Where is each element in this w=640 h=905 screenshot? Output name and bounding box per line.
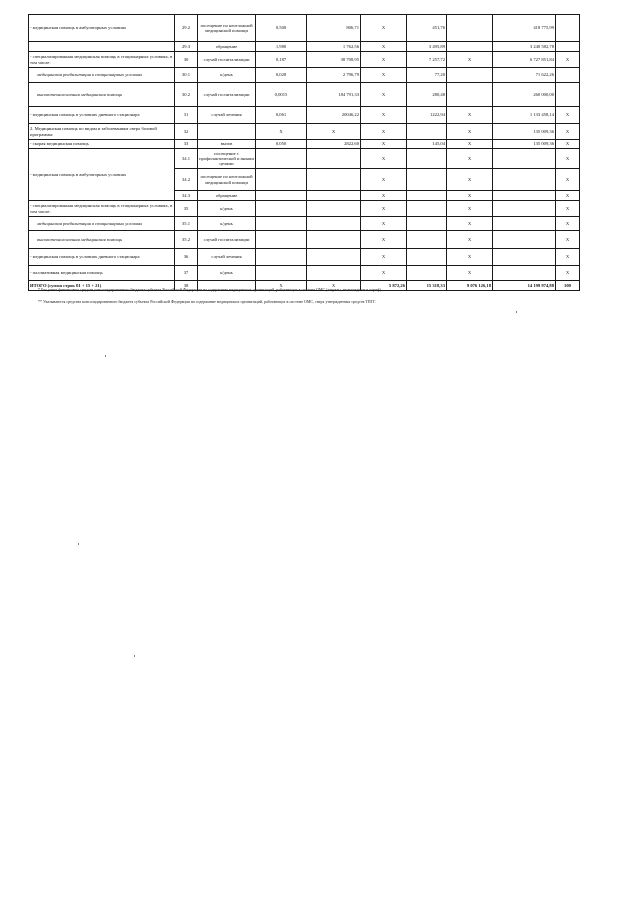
row-number: 35.2 bbox=[175, 231, 198, 249]
row-share: X bbox=[556, 201, 580, 217]
row-unit bbox=[198, 124, 256, 140]
row-total-oms: 1 133 458,14 bbox=[493, 107, 556, 124]
row-cost: 2 796,79 bbox=[307, 68, 361, 83]
row-name: - медицинская помощь в условиях дневного стационара bbox=[29, 107, 175, 124]
row-total-budget: X bbox=[447, 266, 493, 281]
row-number: 31 bbox=[175, 107, 198, 124]
row-share bbox=[556, 15, 580, 42]
row-number: 36 bbox=[175, 249, 198, 266]
row-share: X bbox=[556, 191, 580, 201]
row-percapita-budget: X bbox=[361, 140, 407, 149]
row-percapita-budget: X bbox=[361, 217, 407, 231]
row-cost: X bbox=[307, 124, 361, 140]
row-cost: X bbox=[307, 281, 361, 291]
row-name: высокотехнологичная медицинская помощь bbox=[29, 83, 175, 107]
table-row bbox=[29, 52, 580, 68]
row-percapita-oms: 15 318,33 bbox=[407, 281, 447, 291]
row-total-oms: 135 009,36 bbox=[493, 124, 556, 140]
row-number: 29.3 bbox=[175, 42, 198, 52]
row-unit: вызов bbox=[198, 140, 256, 149]
row-number: 33 bbox=[175, 140, 198, 149]
row-name: - специализированная медицинская помощь в стационарных условиях, в том числе: bbox=[29, 52, 175, 68]
row-cost bbox=[307, 217, 361, 231]
row-share: X bbox=[556, 52, 580, 68]
row-share: X bbox=[556, 169, 580, 191]
row-number: 32 bbox=[175, 124, 198, 140]
row-total-oms: 418 775,99 bbox=[493, 15, 556, 42]
row-unit: случай лечения bbox=[198, 249, 256, 266]
row-volume bbox=[256, 191, 307, 201]
row-total-budget bbox=[447, 83, 493, 107]
row-total-budget: X bbox=[447, 107, 493, 124]
row-number: 30.1 bbox=[175, 68, 198, 83]
row-percapita-oms: 3 495,89 bbox=[407, 42, 447, 52]
row-unit: случай госпитализации bbox=[198, 231, 256, 249]
row-name: 2. Медицинская помощь по видам и заболеваниям сверх базовой программы: bbox=[29, 124, 175, 140]
row-share: 100 bbox=[556, 281, 580, 291]
row-total-oms bbox=[493, 231, 556, 249]
row-share: X bbox=[556, 149, 580, 169]
row-total-budget: 9 076 126,18 bbox=[447, 281, 493, 291]
row-total-budget: X bbox=[447, 149, 493, 169]
row-total-budget: X bbox=[447, 249, 493, 266]
row-unit: к/день bbox=[198, 201, 256, 217]
row-number: 34.1 bbox=[175, 149, 198, 169]
row-unit: посещение с профилактической и иными целями bbox=[198, 149, 256, 169]
row-cost bbox=[307, 201, 361, 217]
row-number: 37 bbox=[175, 266, 198, 281]
row-percapita-oms bbox=[407, 249, 447, 266]
table-row bbox=[29, 149, 580, 169]
scan-speck bbox=[134, 655, 135, 657]
row-volume: 1,980 bbox=[256, 42, 307, 52]
row-percapita-budget: X bbox=[361, 52, 407, 68]
footnote-1: * Без учета финансовых средств консолидированного бюджета субъекта Российской Федерации на содержание медицинских организаций, работающих в системе ОМС (затраты, не вошедшие в тариф). bbox=[38, 287, 382, 292]
row-total-oms: 260 000,00 bbox=[493, 83, 556, 107]
row-volume: 0,187 bbox=[256, 52, 307, 68]
row-total-oms bbox=[493, 201, 556, 217]
row-percapita-budget: X bbox=[361, 191, 407, 201]
row-name: - специализированная медицинская помощь в стационарных условиях, в том числе: bbox=[29, 201, 175, 217]
row-percapita-oms: 451,76 bbox=[407, 15, 447, 42]
row-percapita-budget: X bbox=[361, 169, 407, 191]
table-row bbox=[29, 231, 580, 249]
row-percapita-oms: 145,04 bbox=[407, 140, 447, 149]
row-cost: 1 762,56 bbox=[307, 42, 361, 52]
row-cost: 184 791,33 bbox=[307, 83, 361, 107]
table-row bbox=[29, 124, 580, 140]
row-share: X bbox=[556, 107, 580, 124]
row-unit: к/день bbox=[198, 68, 256, 83]
program-table-sheet bbox=[28, 14, 571, 291]
row-percapita-budget: X bbox=[361, 249, 407, 266]
row-number: 35.1 bbox=[175, 217, 198, 231]
row-share: X bbox=[556, 140, 580, 149]
row-volume: 0,0015 bbox=[256, 83, 307, 107]
table-row bbox=[29, 140, 580, 149]
table-row bbox=[29, 83, 580, 107]
table-row bbox=[29, 249, 580, 266]
row-cost: 20046,22 bbox=[307, 107, 361, 124]
row-percapita-oms: 7 257,72 bbox=[407, 52, 447, 68]
table-row bbox=[29, 15, 580, 42]
row-share: X bbox=[556, 266, 580, 281]
row-cost bbox=[307, 231, 361, 249]
row-number: 34.2 bbox=[175, 169, 198, 191]
row-total-budget: X bbox=[447, 52, 493, 68]
footnote-2: ** Указываются средства консолидированного бюджета субъекта Российской Федерации на содержание медицинских организаций, работающих в системе ОМС, сверх утвержденных средств ТПГГ. bbox=[38, 299, 376, 304]
row-volume: 0,050 bbox=[256, 140, 307, 149]
row-total-oms: 3 240 582,78 bbox=[493, 42, 556, 52]
row-unit: обращение bbox=[198, 42, 256, 52]
row-share bbox=[556, 42, 580, 52]
row-volume bbox=[256, 217, 307, 231]
row-percapita-oms: 280,48 bbox=[407, 83, 447, 107]
row-total-budget: X bbox=[447, 140, 493, 149]
scan-speck bbox=[516, 311, 517, 313]
row-total-oms bbox=[493, 249, 556, 266]
row-share bbox=[556, 83, 580, 107]
row-volume: X bbox=[256, 124, 307, 140]
row-cost: 38 708,95 bbox=[307, 52, 361, 68]
row-cost: 806,71 bbox=[307, 15, 361, 42]
row-share: X bbox=[556, 124, 580, 140]
row-percapita-oms bbox=[407, 169, 447, 191]
row-share bbox=[556, 68, 580, 83]
row-number: 35 bbox=[175, 201, 198, 217]
scan-speck bbox=[105, 355, 106, 357]
row-share: X bbox=[556, 217, 580, 231]
row-volume bbox=[256, 266, 307, 281]
row-total-oms bbox=[493, 191, 556, 201]
row-cost bbox=[307, 169, 361, 191]
row-name: - паллиативная медицинская помощь bbox=[29, 266, 175, 281]
row-name: - медицинская помощь в амбулаторных условиях bbox=[29, 15, 175, 42]
row-percapita-oms bbox=[407, 266, 447, 281]
row-percapita-budget: X bbox=[361, 201, 407, 217]
row-percapita-budget: X bbox=[361, 266, 407, 281]
row-cost bbox=[307, 191, 361, 201]
row-percapita-oms bbox=[407, 191, 447, 201]
row-total-budget: X bbox=[447, 201, 493, 217]
row-total-budget bbox=[447, 15, 493, 42]
row-percapita-oms bbox=[407, 124, 447, 140]
table-row bbox=[29, 201, 580, 217]
row-total-oms: 6 727 851,84 bbox=[493, 52, 556, 68]
row-total-oms: 14 199 974,88 bbox=[493, 281, 556, 291]
row-percapita-budget: X bbox=[361, 231, 407, 249]
row-total-budget: X bbox=[447, 169, 493, 191]
row-name: - медицинская помощь в условиях дневного стационара bbox=[29, 249, 175, 266]
financing-table bbox=[28, 14, 580, 291]
row-total-budget: X bbox=[447, 191, 493, 201]
row-total-budget: X bbox=[447, 124, 493, 140]
row-name: высокотехнологичная медицинская помощь bbox=[29, 231, 175, 249]
row-share: X bbox=[556, 249, 580, 266]
row-percapita-budget: X bbox=[361, 149, 407, 169]
row-cost: 2822,60 bbox=[307, 140, 361, 149]
row-volume: 0,028 bbox=[256, 68, 307, 83]
row-share: X bbox=[556, 231, 580, 249]
row-percapita-budget: X bbox=[361, 83, 407, 107]
row-unit: к/день bbox=[198, 266, 256, 281]
row-name: медицинская реабилитация в стационарных условиях bbox=[29, 68, 175, 83]
row-percapita-oms bbox=[407, 201, 447, 217]
row-percapita-budget: X bbox=[361, 107, 407, 124]
row-volume: X bbox=[256, 281, 307, 291]
row-volume bbox=[256, 169, 307, 191]
row-percapita-oms: 77,20 bbox=[407, 68, 447, 83]
row-unit: случай лечения bbox=[198, 107, 256, 124]
row-total-budget bbox=[447, 42, 493, 52]
row-total-oms bbox=[493, 169, 556, 191]
row-name: - медицинская помощь в амбулаторных условиях bbox=[29, 149, 175, 201]
row-percapita-oms bbox=[407, 231, 447, 249]
row-volume bbox=[256, 231, 307, 249]
row-name: медицинская реабилитация в стационарных условиях bbox=[29, 217, 175, 231]
row-name: ИТОГО (сумма строк 01 + 15 + 21) bbox=[29, 281, 175, 291]
row-total-budget: X bbox=[447, 231, 493, 249]
row-unit: случай госпитализации bbox=[198, 83, 256, 107]
row-percapita-budget: X bbox=[361, 124, 407, 140]
row-number: 38 bbox=[175, 281, 198, 291]
scan-speck bbox=[78, 543, 79, 545]
row-volume: 0,500 bbox=[256, 15, 307, 42]
row-total-oms: 71 622,26 bbox=[493, 68, 556, 83]
row-percapita-budget: X bbox=[361, 42, 407, 52]
row-percapita-budget: 5 872,26 bbox=[361, 281, 407, 291]
row-cost bbox=[307, 149, 361, 169]
row-cost bbox=[307, 249, 361, 266]
row-unit: обращение bbox=[198, 191, 256, 201]
row-percapita-oms bbox=[407, 149, 447, 169]
row-volume bbox=[256, 149, 307, 169]
row-percapita-budget: X bbox=[361, 68, 407, 83]
table-row bbox=[29, 42, 580, 52]
row-name: - скорая медицинская помощь bbox=[29, 140, 175, 149]
row-unit: случай госпитализации bbox=[198, 52, 256, 68]
row-number: 29.2 bbox=[175, 15, 198, 42]
row-cost bbox=[307, 266, 361, 281]
table-row bbox=[29, 266, 580, 281]
row-percapita-oms: 1222,94 bbox=[407, 107, 447, 124]
row-percapita-budget: X bbox=[361, 15, 407, 42]
row-volume bbox=[256, 201, 307, 217]
row-volume: 0,061 bbox=[256, 107, 307, 124]
row-number: 30 bbox=[175, 52, 198, 68]
row-total-oms bbox=[493, 149, 556, 169]
row-total-budget: X bbox=[447, 217, 493, 231]
row-total-oms bbox=[493, 217, 556, 231]
row-name bbox=[29, 42, 175, 52]
table-row bbox=[29, 107, 580, 124]
row-volume bbox=[256, 249, 307, 266]
row-number: 30.2 bbox=[175, 83, 198, 107]
row-total-oms bbox=[493, 266, 556, 281]
row-total-budget bbox=[447, 68, 493, 83]
row-unit: посещение по неотложной медицинской помощи bbox=[198, 15, 256, 42]
row-total-oms: 135 009,36 bbox=[493, 140, 556, 149]
row-number: 34.3 bbox=[175, 191, 198, 201]
table-row bbox=[29, 217, 580, 231]
table-row bbox=[29, 68, 580, 83]
row-unit: посещение по неотложной медицинской помощи bbox=[198, 169, 256, 191]
row-percapita-oms bbox=[407, 217, 447, 231]
row-unit: к/день bbox=[198, 217, 256, 231]
